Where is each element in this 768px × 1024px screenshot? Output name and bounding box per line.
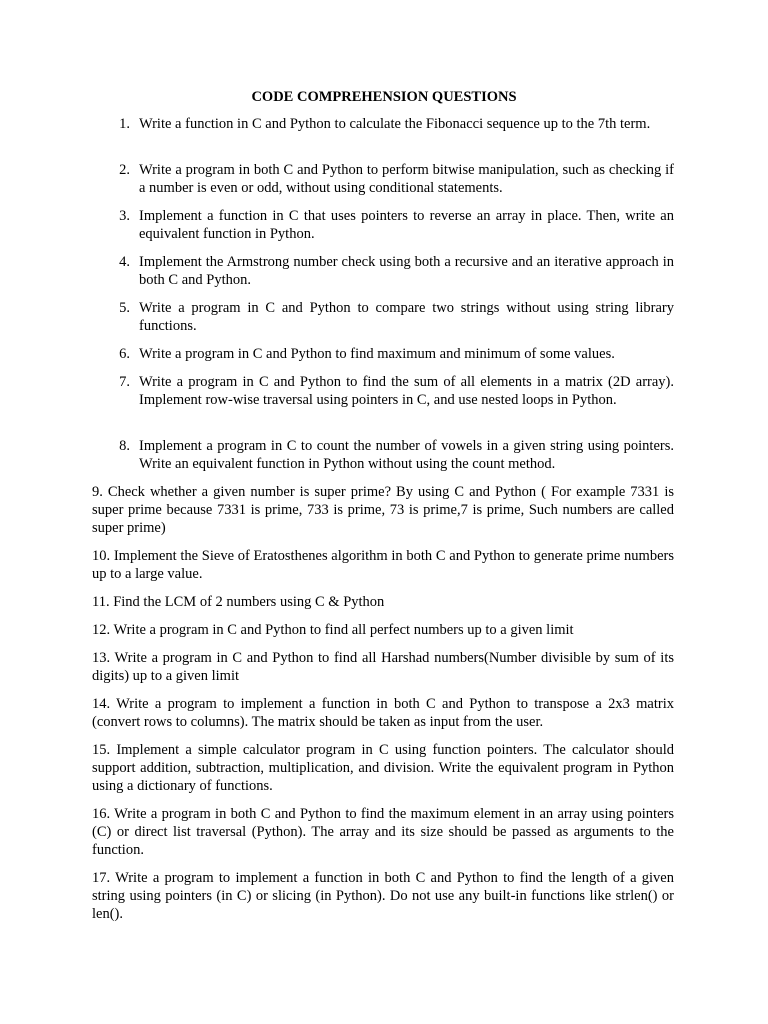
question-text: Write a program in C and Python to compare two strings without using string library functions.: [139, 300, 674, 335]
question-paragraph-11: 11. Find the LCM of 2 numbers using C & Python: [92, 594, 385, 610]
page-title: CODE COMPREHENSION QUESTIONS: [251, 89, 517, 105]
question-text: Write a program in both C and Python to perform bitwise manipulation, such as checking if a number is even or odd, without using conditional statements.: [139, 162, 674, 197]
question-paragraph-17: 17. Write a program to implement a function in both C and Python to find the length of a given string using pointers (in C) or slicing (in Python). Do not use any built-in functions like strlen() or len().: [92, 870, 674, 923]
question-paragraph-16: 16. Write a program in both C and Python to find the maximum element in an array using pointers (C) or direct list traversal (Python). The array and its size should be passed as arguments to the function.: [92, 806, 674, 859]
question-text: Write a program in C and Python to find maximum and minimum of some values.: [139, 346, 615, 362]
question-text: Write a program in C and Python to find the sum of all elements in a matrix (2D array). Implement row-wise traversal using pointers in C, and use nested loops in Python.: [139, 374, 674, 409]
question-paragraph-12: 12. Write a program in C and Python to find all perfect numbers up to a given limit: [92, 622, 574, 638]
question-paragraph-14: 14. Write a program to implement a function in both C and Python to transpose a 2x3 matrix (convert rows to columns). The matrix should be taken as input from the user.: [92, 696, 674, 731]
question-text: Write a function in C and Python to calculate the Fibonacci sequence up to the 7th term.: [139, 116, 651, 132]
question-number: 2.: [119, 162, 130, 178]
question-paragraph-13: 13. Write a program in C and Python to find all Harshad numbers(Number divisible by sum of its digits) up to a given limit: [92, 650, 674, 685]
question-paragraph-10: 10. Implement the Sieve of Eratosthenes algorithm in both C and Python to generate prime numbers up to a large value.: [92, 548, 674, 583]
question-text: Implement a function in C that uses pointers to reverse an array in place. Then, write an equivalent function in Python.: [139, 208, 674, 243]
question-paragraph-15: 15. Implement a simple calculator program in C using function pointers. The calculator should support addition, subtraction, multiplication, and division. Write the equivalent program in Python using a dictionary of functions.: [92, 742, 674, 795]
question-number: 4.: [119, 254, 130, 270]
question-paragraph-9: 9. Check whether a given number is super prime? By using C and Python ( For example 7331 is super prime because 7331 is prime, 733 is prime, 73 is prime,7 is prime, Such numbers are called super prime): [92, 484, 674, 537]
question-number: 5.: [119, 300, 130, 316]
question-number: 1.: [119, 116, 130, 132]
question-number: 6.: [119, 346, 130, 362]
question-text: Implement the Armstrong number check using both a recursive and an iterative approach in both C and Python.: [139, 254, 674, 289]
question-text: Implement a program in C to count the number of vowels in a given string using pointers. Write an equivalent function in Python without using the count method.: [139, 438, 674, 473]
question-number: 7.: [119, 374, 130, 390]
question-number: 8.: [119, 438, 130, 454]
question-number: 3.: [119, 208, 130, 224]
